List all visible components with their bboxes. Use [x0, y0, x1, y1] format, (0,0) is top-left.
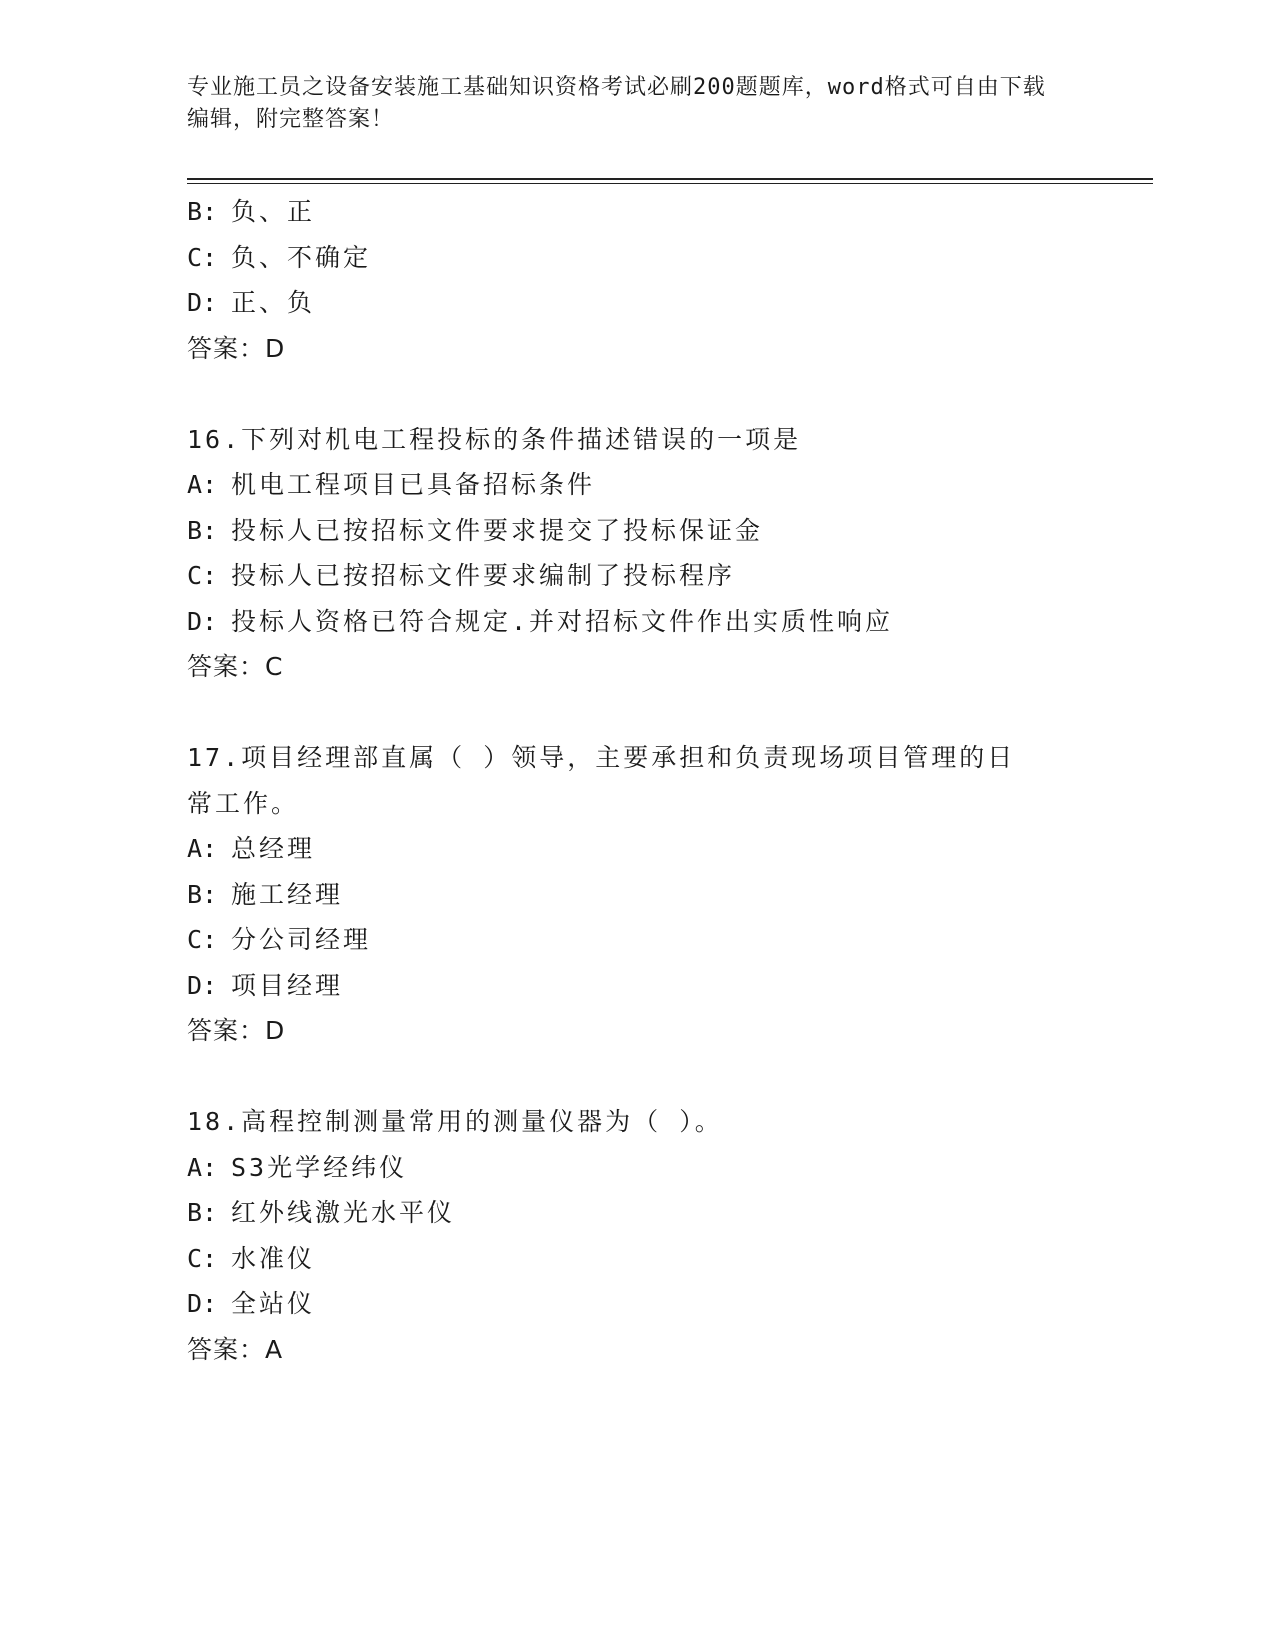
question-list [187, 189, 1087, 1372]
option-text: 总经理 [231, 834, 316, 863]
option-key: C: [187, 1243, 218, 1273]
option-key: C: [187, 561, 218, 590]
option-text: 投标人已按招标文件要求编制了投标程序 [231, 561, 736, 590]
spacer [187, 690, 1087, 736]
spacer [187, 371, 1087, 417]
option-key: B: [187, 1198, 218, 1227]
option-text: 全站仪 [231, 1289, 316, 1318]
option-key: B: [187, 197, 218, 226]
option-b [187, 508, 1087, 554]
header-divider-thin [187, 183, 1153, 184]
option-key: D: [187, 606, 218, 636]
option-text: 投标人资格已符合规定.并对招标文件作出实质性响应 [231, 606, 894, 636]
option-key: A: [187, 470, 218, 499]
option-text: 投标人已按招标文件要求提交了投标保证金 [231, 515, 764, 545]
option-text: 施工经理 [231, 879, 344, 909]
option-a [187, 462, 1087, 508]
option-key: D: [187, 288, 218, 317]
document-header: 专业施工员之设备安装施工基础知识资格考试必刷200题题库，word格式可自由下载编辑，附完整答案！ [187, 75, 1046, 132]
option-key: D: [187, 970, 218, 1000]
option-b [187, 872, 1087, 918]
option-key: A: [187, 1152, 218, 1182]
question-block-15 [187, 189, 1087, 371]
option-key: A: [187, 834, 218, 863]
option-text: 正、负 [231, 288, 316, 317]
question-text: 17.项目经理部直属（ ）领导，主要承担和负责现场项目管理的日常工作。 [187, 743, 1016, 818]
question-text: 16.下列对机电工程投标的条件描述错误的一项是 [187, 424, 802, 454]
option-text: 项目经理 [231, 970, 344, 1000]
option-c [187, 1236, 1087, 1282]
option-text: 负、正 [231, 197, 316, 226]
option-key: D: [187, 1289, 218, 1318]
option-d [187, 1281, 1087, 1327]
option-text: 红外线激光水平仪 [231, 1198, 456, 1227]
option-d [187, 280, 1087, 326]
answer-line: 答案：A [187, 1334, 284, 1364]
option-b [187, 189, 1087, 235]
option-text: S3光学经纬仪 [231, 1152, 408, 1182]
question-text: 18.高程控制测量常用的测量仪器为（ ）。 [187, 1107, 723, 1136]
option-c [187, 553, 1087, 599]
option-c [187, 917, 1087, 963]
answer-line: 答案：C [187, 652, 284, 681]
option-text: 负、不确定 [231, 242, 372, 272]
spacer [187, 1054, 1087, 1100]
option-key: B: [187, 515, 218, 545]
question-block-16 [187, 417, 1087, 690]
option-b [187, 1190, 1087, 1236]
header-divider-thick [187, 178, 1153, 180]
option-text: 水准仪 [231, 1243, 316, 1273]
question-block-17 [187, 735, 1087, 1054]
question-block-18 [187, 1099, 1087, 1372]
answer-line: 答案：D [187, 1016, 286, 1045]
option-key: C: [187, 925, 218, 954]
option-d [187, 599, 1087, 645]
option-text: 机电工程项目已具备招标条件 [231, 470, 596, 499]
option-c [187, 235, 1087, 281]
option-a [187, 1145, 1087, 1191]
option-key: B: [187, 879, 218, 909]
option-d [187, 963, 1087, 1009]
option-a [187, 826, 1087, 872]
answer-line: 答案：D [187, 333, 286, 363]
option-key: C: [187, 242, 218, 272]
option-text: 分公司经理 [231, 925, 372, 954]
